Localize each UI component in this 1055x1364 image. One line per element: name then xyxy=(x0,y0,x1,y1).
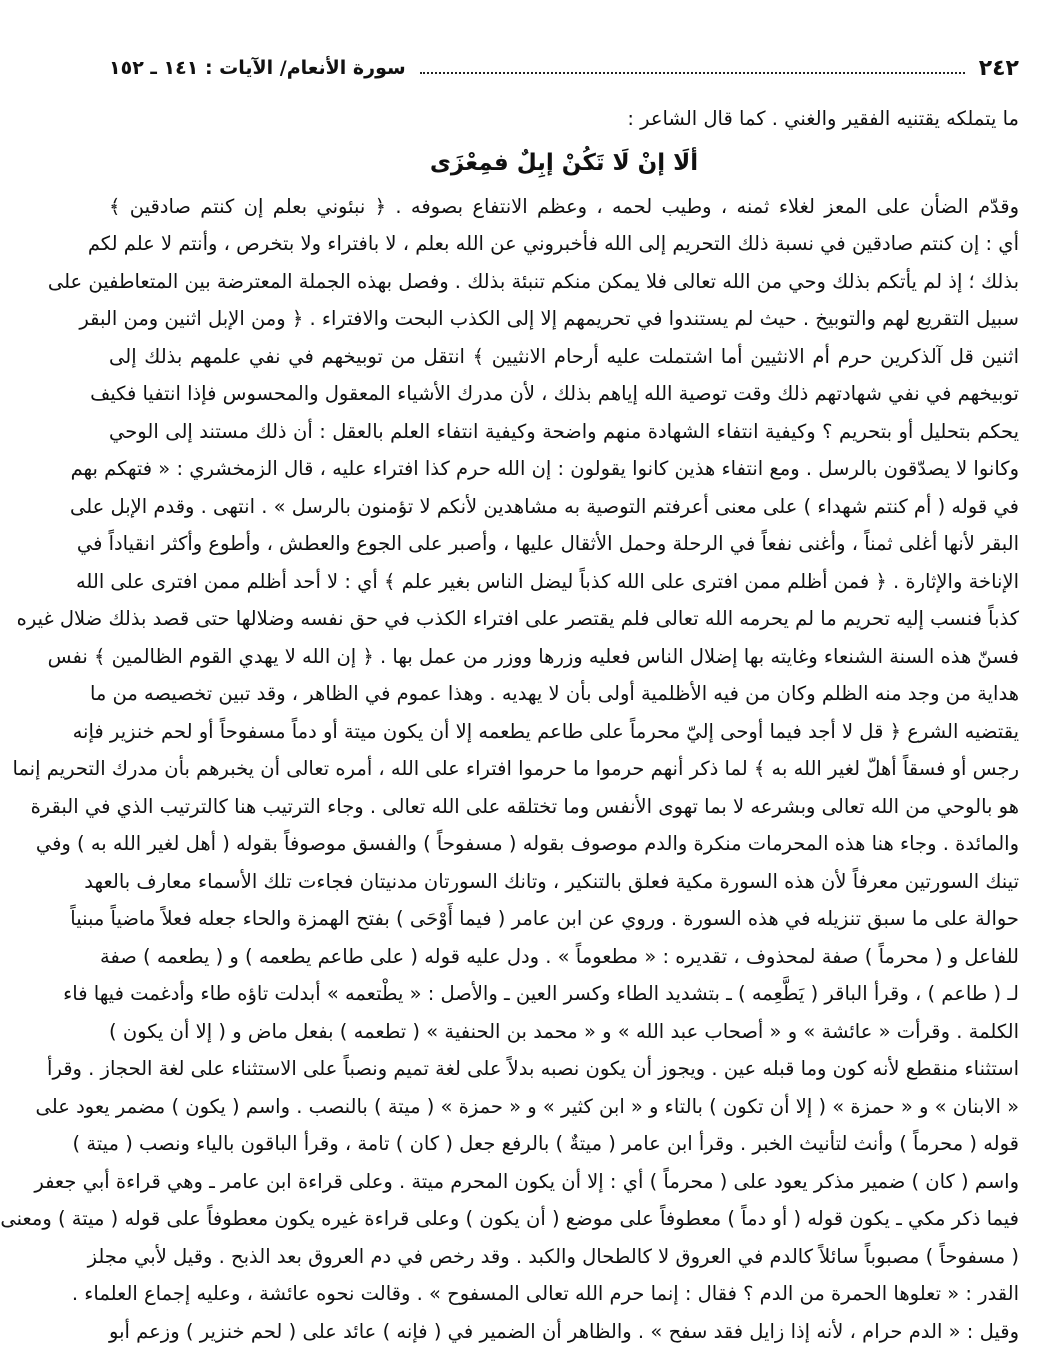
text-line: وقدّم الضأن على المعز لغلاء ثمنه ، وطيب لحمه ، وعظم الانتفاع بصوفه . ﴿ نبئوني بعلم إن كنتم صادقين ﴾ xyxy=(109,194,1019,218)
text-line: والمائدة . وجاء هنا هذه المحرمات منكرة والدم موصوف بقوله ( مسفوحاً ) والفسق موصوفاً بقوله ( أهل لغير الله به ) وفي xyxy=(35,832,1019,855)
text-line: البقر لأنها أغلى ثمناً ، وأغنى نفعاً في الرحلة وحمل الأثقال عليها ، وأصبر على الجوع والعطش ، وأطوع وأكثر انقياداً في xyxy=(76,532,1019,555)
text-line: حوالة على ما سبق تنزيله في هذه السورة . وروي عن ابن عامر ( فيما أَوْحَى ) بفتح الهمزة والحاء جعله فعلاً ماضياً مبنياً xyxy=(70,907,1019,930)
text-line: وقيل : « الدم حرام ، لأنه إذا زايل فقد سفح » . والظاهر أن الضمير في ( فإنه ) عائد على ( لحم خنزير ) وزعم أبو xyxy=(109,1319,1019,1343)
text-line: بذلك ؛ إذ لم يأتكم بذلك وحي من الله تعالى فلا يمكن منكم تنبئة بذلك . وفصل بهذه الجملة المعترضة بين المتعاطفين على xyxy=(47,269,1019,293)
text-line: اثنين قل آلذكرين حرم أم الانثيين أما اشتملت عليه أرحام الانثيين ﴾ انتقل من توبيخهم في نفي علمهم بذلك إلى xyxy=(109,344,1019,368)
text-line: فيما ذكر مكي ـ يكون قوله ( أو دماً ) معطوفاً على موضع ( أن يكون ) وعلى قراءة غيره يكون معطوفاً على قوله ( ميتة ) ومعنى xyxy=(0,1207,1019,1230)
text-line: قوله ( محرماً ) وأنث لتأنيث الخبر . وقرأ ابن عامر ( ميتةٌ ) بالرفع جعل ( كان ) تامة ، وقرأ الباقون بالياء ونصب ( ميتة ) xyxy=(72,1132,1019,1155)
text-line: لـ ( طاعم ) ، وقرأ الباقر ( يَطَّعِمه ) ـ بتشديد الطاء وكسر العين ـ والأصل : « يطْتعمه » أبدلت تاؤه طاء وأدغمت فيها فاء xyxy=(63,982,1019,1005)
header-leader-dots xyxy=(420,72,965,74)
poetry-verse: ألَا إنْ لَا تَكُنْ إبِلٌ فمِعْزَى xyxy=(429,149,699,176)
text-line: في قوله ( أم كنتم شهداء ) على معنى أعرفتم التوصية به مشاهدين لأنكم لا تؤمنون بالرسل » . انتهى . وقدم الإبل على xyxy=(69,494,1019,518)
page-number: ٢٤٢ xyxy=(978,55,1019,81)
text-line: ( مسفوحاً ) مصبوباً سائلاً كالدم في العروق لا كالطحال والكبد . وقد رخص في دم العروق بعد الذبح . وقيل لأبي مجلز xyxy=(87,1244,1019,1268)
book-page xyxy=(0,50,1019,1350)
text-line: للفاعل و ( محرماً ) صفة لمحذوف ، تقديره : « مطعوماً » . ودل عليه قوله ( على طاعم يطعمه ) و ( يطعمه ) صفة xyxy=(99,944,1019,968)
page-body xyxy=(0,100,1019,1350)
text-line: الكلمة . وقرأت « عائشة » و « أصحاب عبد الله » و « محمد بن الحنفية » ( تطعمه ) بفعل ماض و ( إلا أن يكون ) xyxy=(109,1019,1019,1043)
body-text xyxy=(0,188,1019,1351)
text-line: كذباً فنسب إليه تحريم ما لم يحرمه الله تعالى فلم يقتصر على افتراء الكذب في حق نفسه وضلالها حتى قصد بذلك ضلال غيره xyxy=(16,607,1019,630)
text-line: توبيخهم في نفي شهادتهم ذلك وقت توصية الله إياهم بذلك ، لأن مدرك الأشياء المعقول والمحسوس فإذا انتفيا فكيف xyxy=(90,382,1019,405)
text-line: تينك السورتين معرفاً لأن هذه السورة مكية فعلق بالتنكير ، وتانك السورتان مدنيتان فجاءت تلك الأسماء معارف بالعهد xyxy=(84,869,1019,893)
text-line: الإناخة والإثارة . ﴿ فمن أظلم ممن افترى على الله كذباً ليضل الناس بغير علم ﴾ أي : لا أحد أظلم ممن افترى على الله xyxy=(75,569,1019,593)
text-line: هو بالوحي من الله تعالى وبشرعه لا بما تهوى الأنفس وما تختلقه على الله تعالى . وجاء الترتيب هنا كالترتيب الذي في البقرة xyxy=(30,794,1019,818)
text-line: القدر : « تعلوها الحمرة من الدم ؟ فقال : إنما حرم الله تعالى المسفوح » . وقالت نحوه عائشة ، وعليه إجماع العلماء . xyxy=(71,1282,1019,1305)
text-line: هداية من وجد منه الظلم وكان من فيه الأظلمية أولى بأن لا يهديه . وهذا عموم في الظاهر ، وقد تبين تخصيصه من ما xyxy=(89,682,1019,705)
header-title: سورة الأنعام/ الآيات : ١٤١ ـ ١٥٢ xyxy=(109,57,406,79)
intro-line: ما يتملكه يقتنيه الفقير والغني . كما قال الشاعر : xyxy=(627,107,1019,130)
text-line: استثناء منقطع لأنه كون وما قبله عين . ويجوز أن يكون نصبه بدلاً على لغة تميم ونصباً على الاستثناء على لغة الحجاز . وقرأ xyxy=(47,1057,1019,1080)
text-line: « الابنان » و « حمزة » ( إلا أن تكون ) بالتاء و « ابن كثير » و « حمزة » ( ميتة ) بالنصب . واسم ( يكون ) مضمر يعود على xyxy=(35,1094,1019,1118)
text-line: فسنّ هذه السنة الشنعاء وغايته بها إضلال الناس فعليه وزرها ووزر من عمل بها . ﴿ إن الله لا يهدي القوم الظالمين ﴾ نفس xyxy=(47,644,1019,668)
text-line: يقتضيه الشرع ﴿ قل لا أجد فيما أوحى إليّ محرماً على طاعم يطعمه إلا أن يكون ميتة أو دماً مسفوحاً أو لحم خنزير فإنه xyxy=(72,719,1019,743)
text-line: سبيل التقريع لهم والتوبيخ . حيث لم يستندوا في تحريمهم إلا إلى الكذب البحت والافتراء . ﴿ ومن الإبل اثنين ومن البقر xyxy=(79,307,1019,330)
text-line: يحكم بتحليل أو بتحريم ؟ وكيفية انتفاء الشهادة منهم واضحة وكيفية انتفاء العلم بالعقل : أن ذلك مستند إلى الوحي xyxy=(109,419,1019,443)
text-line: وكانوا لا يصدّقون بالرسل . ومع انتفاء هذين كانوا يقولون : إن الله حرم كذا افتراء عليه ، قال الزمخشري : « فتهكم بهم xyxy=(70,457,1019,480)
text-line: أي : إن كنتم صادقين في نسبة ذلك التحريم إلى الله فأخبروني عن الله بعلم ، لا بافتراء ولا بتخرص ، وأنتم لا علم لكم xyxy=(87,232,1019,255)
text-line: رجس أو فسقاً أهلّ لغير الله به ﴾ لما ذكر أنهم حرموا ما حرموا افتراء على الله ، أمره تعالى أن يخبرهم بأن مدرك التحريم إنما xyxy=(12,757,1019,780)
text-line: واسم ( كان ) ضمير مذكر يعود على ( محرماً ) أي : إلا أن يكون المحرم ميتة . وعلى قراءة ابن عامر ـ وهي قراءة أبي جعفر xyxy=(34,1169,1019,1193)
running-header xyxy=(109,50,1019,86)
